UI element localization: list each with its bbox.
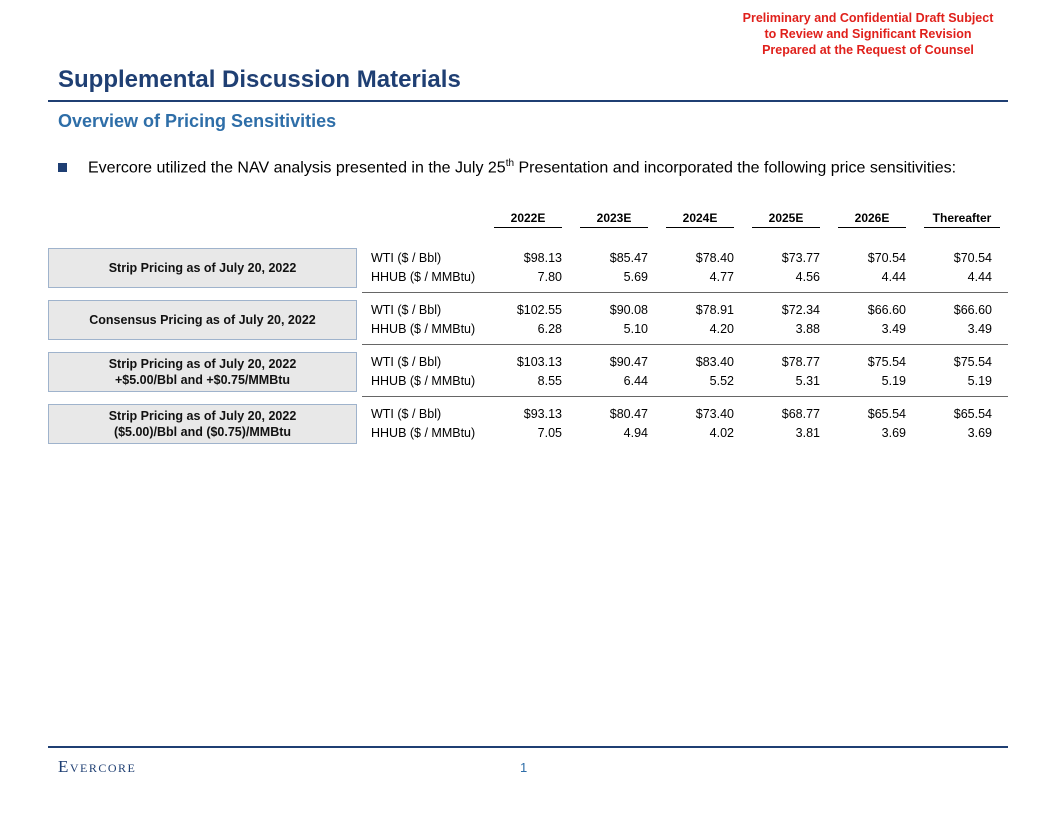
scenario-label-line-1: Consensus Pricing as of July 20, 2022 — [89, 313, 316, 327]
table-cell: $70.54 — [867, 251, 906, 265]
table-cell: $65.54 — [953, 407, 992, 421]
page-number: 1 — [520, 760, 528, 775]
table-cell: 3.81 — [795, 426, 820, 440]
table-cell: 6.28 — [537, 322, 562, 336]
confidential-notice — [728, 10, 1008, 58]
column-header: 2024E — [666, 211, 734, 228]
row-label: HHUB ($ / MMBtu) — [371, 270, 476, 284]
title-divider — [48, 100, 1008, 102]
table-cell: 4.44 — [967, 270, 992, 284]
column-headers — [0, 211, 1056, 227]
row-divider — [362, 396, 1008, 397]
scenario-label-line-1: Strip Pricing as of July 20, 2022 — [108, 357, 297, 371]
bullet-superscript: th — [505, 158, 515, 169]
table-cell: $80.47 — [609, 407, 648, 421]
table-cell: $66.60 — [953, 303, 992, 317]
table-cell: 3.88 — [795, 322, 820, 336]
table-cell: $78.40 — [695, 251, 734, 265]
footer-divider — [48, 746, 1008, 748]
column-header: 2025E — [752, 211, 820, 228]
table-cell: 7.80 — [537, 270, 562, 284]
table-cell: $90.08 — [609, 303, 648, 317]
table-cell: $85.47 — [609, 251, 648, 265]
table-cell: 5.10 — [623, 322, 648, 336]
table-cell: $75.54 — [867, 355, 906, 369]
table-cell: 3.69 — [967, 426, 992, 440]
table-cell: $70.54 — [953, 251, 992, 265]
table-cell: 5.31 — [795, 374, 820, 388]
table-cell: 5.19 — [967, 374, 992, 388]
table-cell: $66.60 — [867, 303, 906, 317]
row-divider — [362, 344, 1008, 345]
scenario-label — [48, 248, 357, 288]
table-cell: $68.77 — [781, 407, 820, 421]
section-subtitle: Overview of Pricing Sensitivities — [58, 111, 337, 131]
column-header: Thereafter — [924, 211, 1000, 228]
table-cell: 3.49 — [881, 322, 906, 336]
scenario-label-line-1: Strip Pricing as of July 20, 2022 — [108, 261, 297, 275]
table-cell: $102.55 — [516, 303, 562, 317]
column-header: 2023E — [580, 211, 648, 228]
column-header: 2026E — [838, 211, 906, 228]
table-cell: 3.49 — [967, 322, 992, 336]
scenario-label — [48, 352, 357, 392]
table-cell: 5.19 — [881, 374, 906, 388]
row-label: HHUB ($ / MMBtu) — [371, 374, 476, 388]
table-cell: 4.77 — [709, 270, 734, 284]
table-cell: $78.77 — [781, 355, 820, 369]
scenario-label-line-2: +$5.00/Bbl and +$0.75/MMBtu — [114, 373, 291, 387]
table-cell: $73.40 — [695, 407, 734, 421]
bullet-square-icon — [58, 163, 67, 172]
row-label: WTI ($ / Bbl) — [371, 407, 442, 421]
table-cell: 4.94 — [623, 426, 648, 440]
bullet-text-before: Evercore utilized the NAV analysis presented in the July 25 — [88, 159, 506, 177]
table-cell: 5.69 — [623, 270, 648, 284]
row-divider — [362, 292, 1008, 293]
table-cell: $78.91 — [695, 303, 734, 317]
bullet-point — [58, 158, 956, 177]
table-cell: $65.54 — [867, 407, 906, 421]
table-cell: 4.02 — [709, 426, 734, 440]
page-title: Supplemental Discussion Materials — [58, 66, 461, 93]
table-cell: $93.13 — [523, 407, 562, 421]
scenario-label — [48, 300, 357, 340]
table-cell: 4.56 — [795, 270, 820, 284]
scenario-label-line-1: Strip Pricing as of July 20, 2022 — [108, 409, 297, 423]
table-cell: 5.52 — [709, 374, 734, 388]
confidential-line-2: to Review and Significant Revision — [764, 27, 972, 41]
row-label: HHUB ($ / MMBtu) — [371, 426, 476, 440]
table-cell: $98.13 — [523, 251, 562, 265]
confidential-line-1: Preliminary and Confidential Draft Subject — [742, 11, 994, 25]
table-cell: $103.13 — [516, 355, 562, 369]
table-cell: $83.40 — [695, 355, 734, 369]
row-label: WTI ($ / Bbl) — [371, 251, 442, 265]
table-cell: 8.55 — [537, 374, 562, 388]
row-label: WTI ($ / Bbl) — [371, 355, 442, 369]
scenario-label-line-2: ($5.00)/Bbl and ($0.75)/MMBtu — [113, 425, 292, 439]
table-cell: $75.54 — [953, 355, 992, 369]
bullet-text-after: Presentation and incorporated the following price sensitivities: — [514, 159, 957, 177]
scenario-label — [48, 404, 357, 444]
table-cell: $72.34 — [781, 303, 820, 317]
table-cell: 4.20 — [709, 322, 734, 336]
table-cell: $90.47 — [609, 355, 648, 369]
column-header: 2022E — [494, 211, 562, 228]
table-cell: 6.44 — [623, 374, 648, 388]
table-cell: 3.69 — [881, 426, 906, 440]
table-cell: 4.44 — [881, 270, 906, 284]
table-cell: 7.05 — [537, 426, 562, 440]
row-label: HHUB ($ / MMBtu) — [371, 322, 476, 336]
table-cell: $73.77 — [781, 251, 820, 265]
confidential-line-3: Prepared at the Request of Counsel — [762, 43, 974, 57]
bullet-text — [88, 158, 956, 177]
evercore-logo: Evercore — [58, 757, 137, 776]
row-label: WTI ($ / Bbl) — [371, 303, 442, 317]
